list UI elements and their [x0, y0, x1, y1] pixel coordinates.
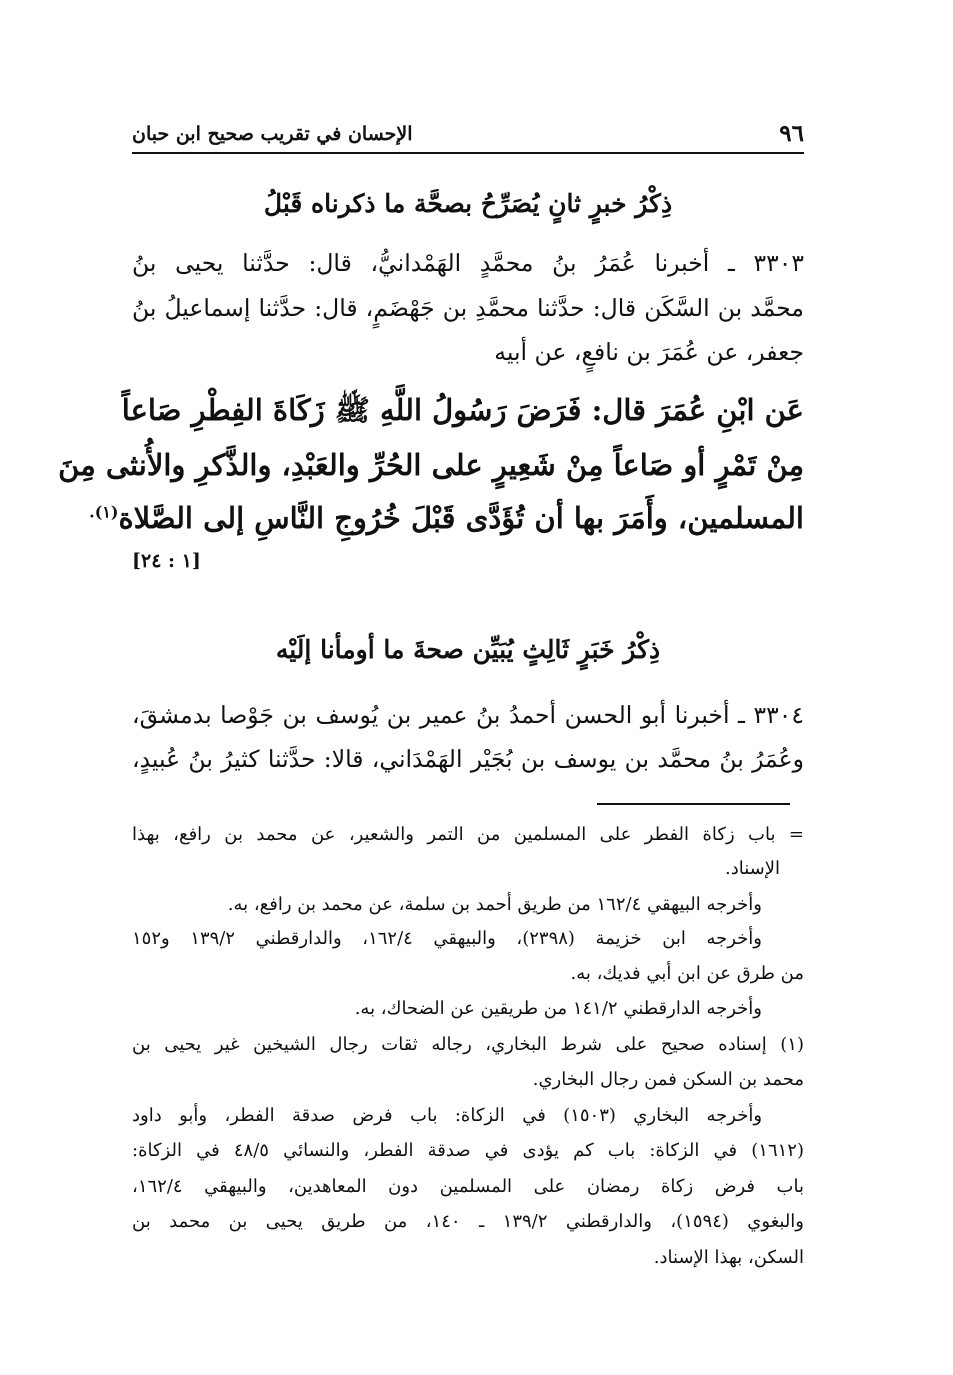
isnad-line-3: جعفر، عن عُمَرَ بن نافعٍ، عن أبيه	[494, 338, 804, 366]
footnote-line: الإسناد.	[724, 858, 780, 879]
footnote-line: والبغوي (١٥٩٤)، والدارقطني ١٣٩/٢ ـ ١٤٠، من طريق يحيى بن محمد بن	[132, 1211, 804, 1232]
isnad2-line-2: وعُمَرُ بنُ محمَّد بن يوسف بن بُجَيْر الهَمْدَاني، قالا: حدَّثنا كثيرُ بنُ عُبيدٍ،	[132, 745, 804, 773]
footnote-marker: (١).	[89, 502, 119, 522]
page-header	[132, 112, 804, 154]
matn-line-3	[89, 490, 804, 546]
matn-line-3-text: المسلمين، وأَمَرَ بها أن تُؤَدَّى قَبْلَ خُرُوجِ النَّاسِ إلى الصَّلاة	[118, 501, 804, 535]
footnote-line: وأخرجه الدارقطني ١٤١/٢ من طريقين عن الضحاك، به.	[354, 998, 762, 1019]
footnote-line: وأخرجه ابن خزيمة (٢٣٩٨)، والبيهقي ١٦٢/٤، والدارقطني ١٣٩/٢ و١٥٢	[132, 928, 762, 949]
footnote-line: السكن، بهذا الإسناد.	[653, 1247, 804, 1268]
footnote-separator	[597, 803, 790, 805]
isnad-line-1: ٣٣٠٣ ـ أخبرنا عُمَرُ بنُ محمَّدٍ الهَمْدانيُّ، قال: حدَّثنا يحيى بنُ	[132, 249, 804, 277]
running-title: الإحسان في تقريب صحيح ابن حبان	[132, 123, 413, 145]
isnad-line-2: محمَّد بن السَّكَن قال: حدَّثنا محمَّدِ بن جَهْضَمٍ، قال: حدَّثنا إسماعيلُ بنُ	[132, 294, 804, 322]
footnote-line: وأخرجه البيهقي ١٦٢/٤ من طريق أحمد بن سلمة، عن محمد بن رافع، به.	[227, 894, 762, 915]
section-heading-1: ذِكْرُ خبرٍ ثانٍ يُصَرِّحُ بصحَّة ما ذكرناه قَبْلُ	[263, 189, 673, 218]
footnote-line: (١٦١٢) في الزكاة: باب كم يؤدى في صدقة الفطر، والنسائي ٤٨/٥ في الزكاة:	[132, 1140, 804, 1161]
footnote-line: = باب زكاة الفطر على المسلمين من التمر والشعير، عن محمد بن رافع، بهذا	[132, 824, 804, 845]
footnote-line: (١) إسناده صحيح على شرط البخاري، رجاله ثقات رجال الشيخين غير يحيى بن	[132, 1034, 804, 1055]
matn-line-1: عَن ابْنِ عُمَرَ قال: فَرَضَ رَسُولُ اللَّهِ ﷺ زَكَاةَ الفِطْرِ صَاعاً	[121, 393, 804, 427]
page-number: ٩٦	[779, 120, 804, 147]
footnote-line: باب فرض زكاة رمضان على المسلمين دون المعاهدين، والبيهقي ١٦٢/٤،	[132, 1176, 804, 1197]
matn-line-2: مِنْ تَمْرٍ أو صَاعاً مِنْ شَعِيرٍ على الحُرِّ والعَبْدِ، والذَّكرِ والأُنثى مِنَ	[58, 448, 804, 482]
section-heading-2: ذِكْرُ خَبَرٍ ثَالِثٍ يُبَيِّن صحةَ ما أومأنا إلَيْه	[275, 635, 661, 664]
isnad2-line-1: ٣٣٠٤ ـ أخبرنا أبو الحسن أحمدُ بنُ عمير بن يُوسف بن جَوْصا بدمشقَ،	[132, 701, 804, 729]
hadith-reference: [١ : ٢٤]	[132, 550, 201, 572]
footnote-line: وأخرجه البخاري (١٥٠٣) في الزكاة: باب فرض صدقة الفطر، وأبو داود	[132, 1105, 763, 1126]
footnote-line: محمد بن السكن فمن رجال البخاري.	[532, 1069, 804, 1090]
footnote-line: من طرق عن ابن أبي فديك، به.	[570, 963, 804, 984]
